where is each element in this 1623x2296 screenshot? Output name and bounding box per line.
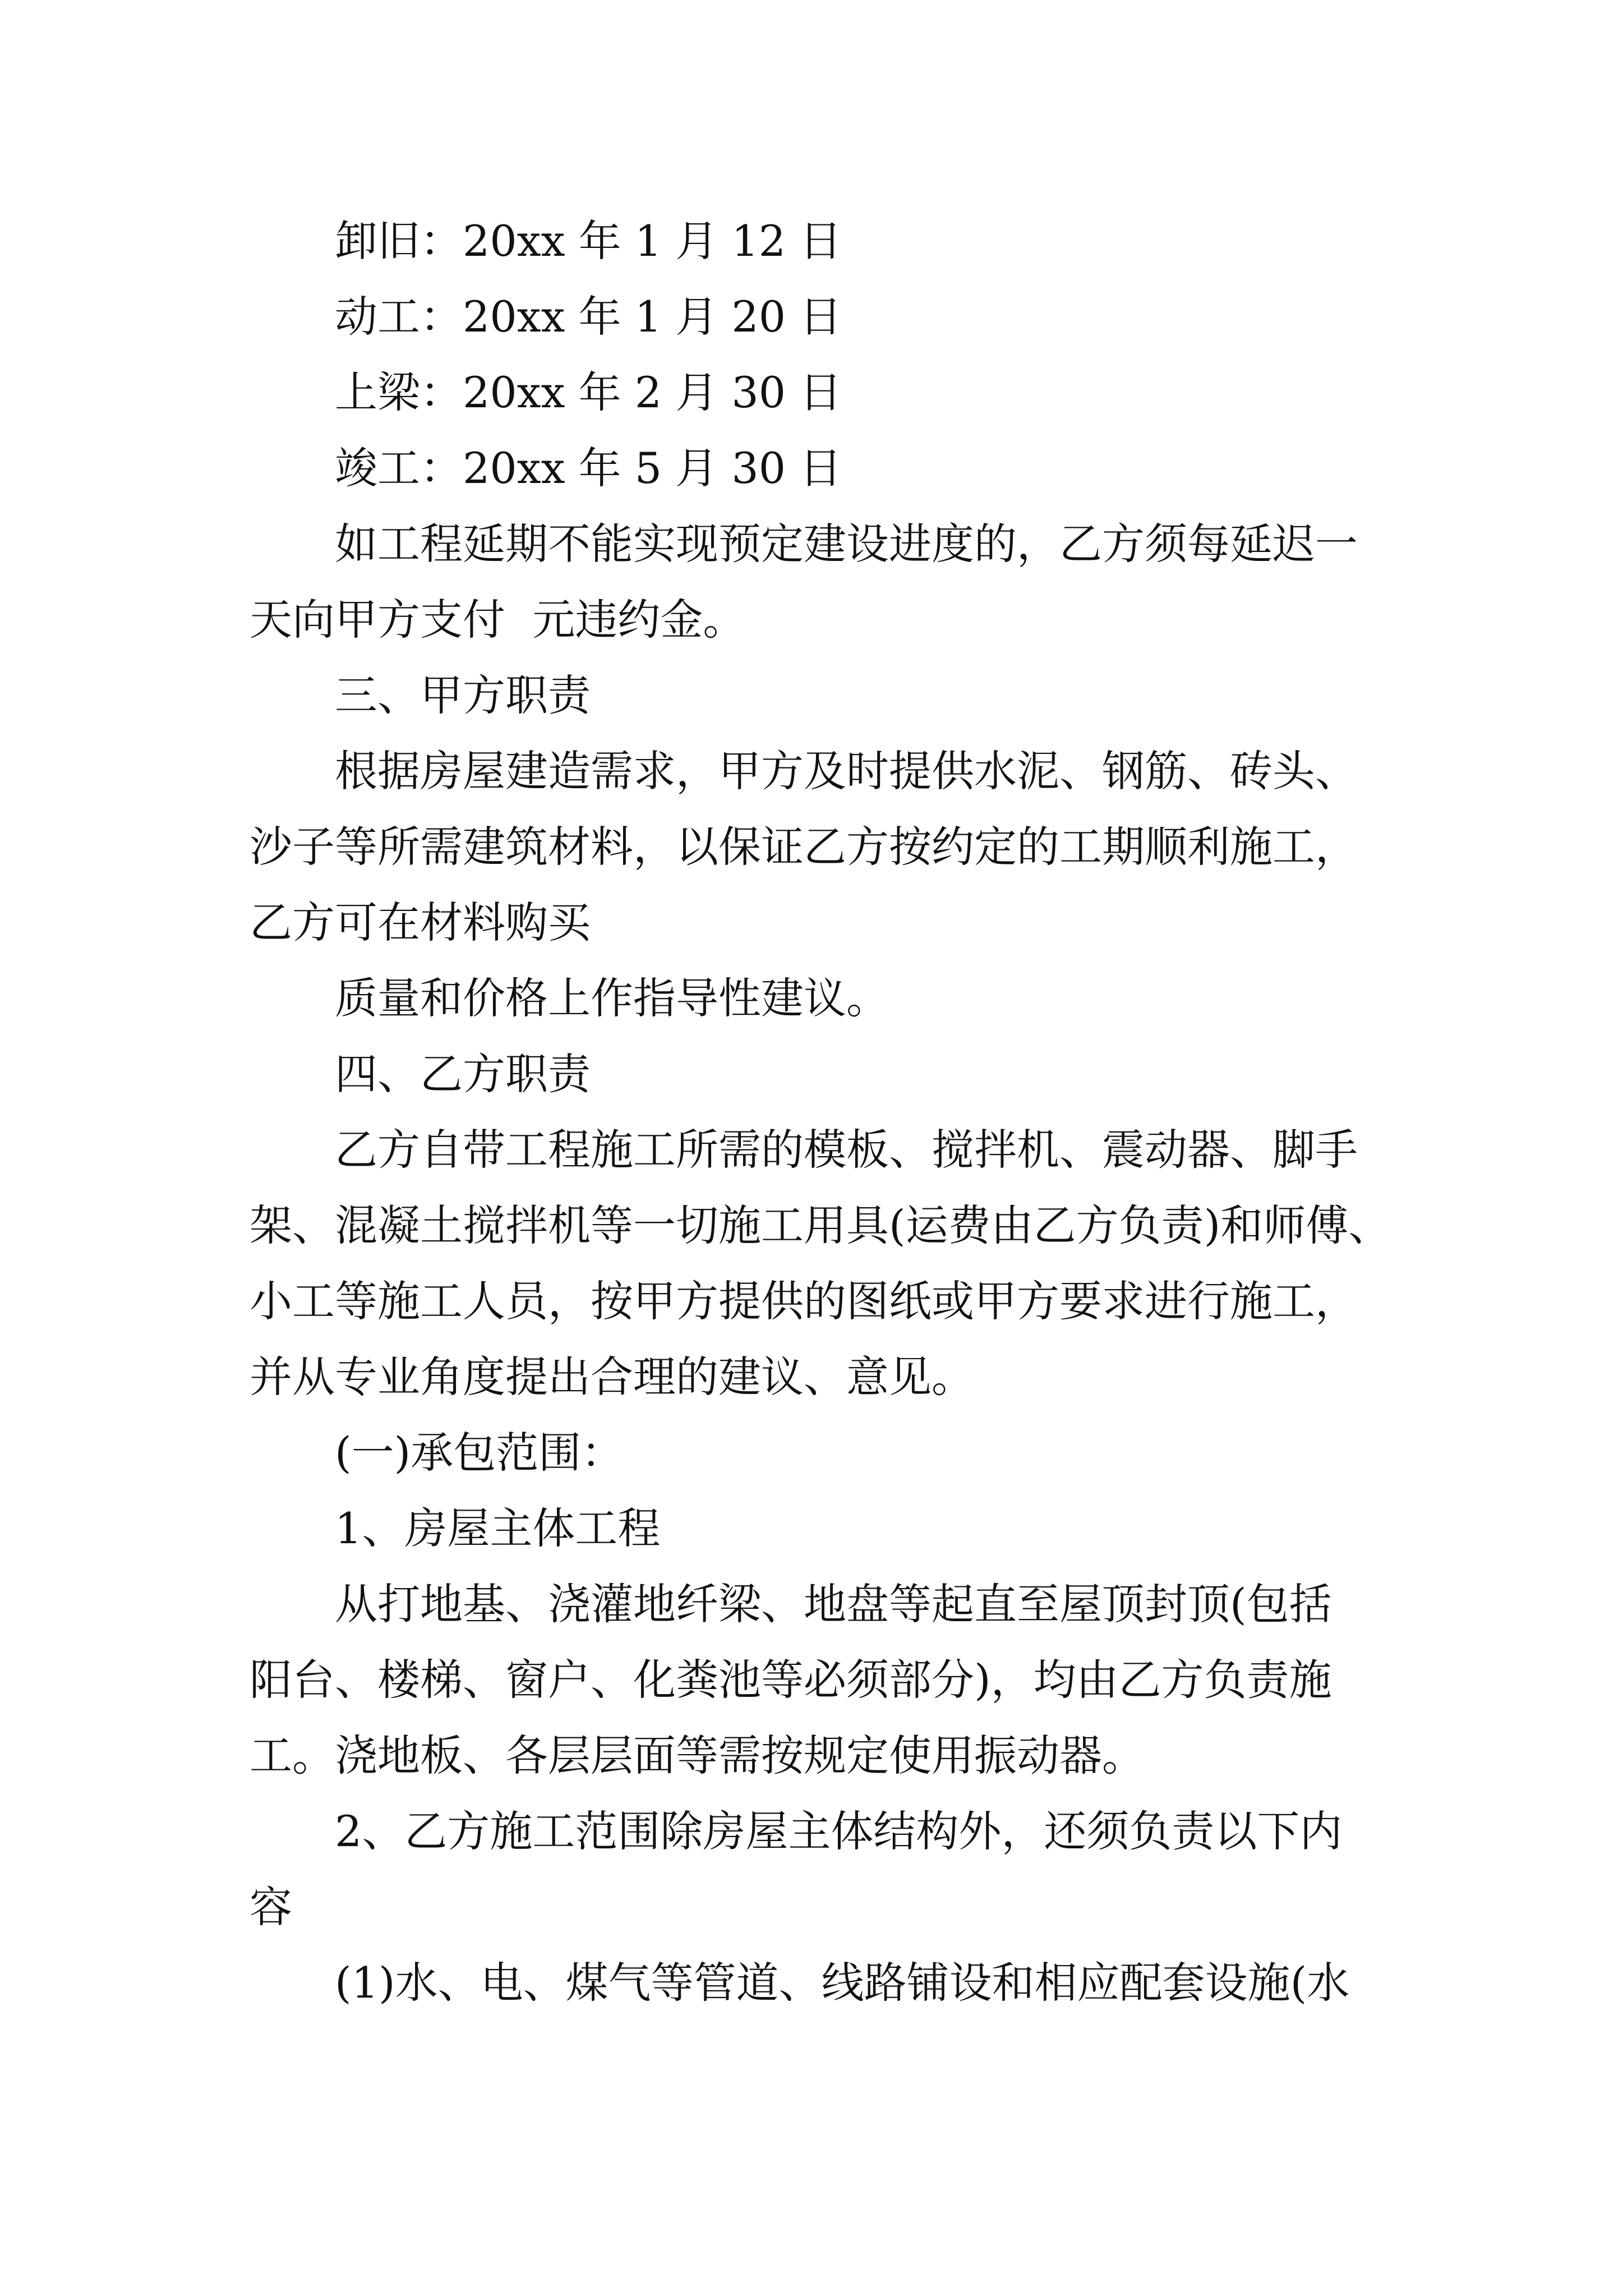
delay-clause-line-1: 如工程延期不能实现预定建设进度的，乙方须每延迟一 <box>335 519 1358 569</box>
schedule-completion: 竣工：20xx 年 5 月 30 日 <box>335 443 842 493</box>
main-works-text-line-3: 工。浇地板、各层层面等需按规定使用振动器。 <box>250 1731 1145 1780</box>
party-a-text-line-1: 根据房屋建造需求，甲方及时提供水泥、钢筋、砖头、 <box>335 746 1358 796</box>
party-b-text-line-3: 小工等施工人员，按甲方提供的图纸或甲方要求进行施工， <box>250 1276 1358 1326</box>
schedule-beam: 上梁：20xx 年 2 月 30 日 <box>335 367 842 417</box>
item-heading-main-works: 1、房屋主体工程 <box>335 1503 661 1553</box>
subheading-scope: (一)承包范围： <box>335 1428 624 1478</box>
schedule-start: 动工：20xx 年 1 月 20 日 <box>335 292 842 342</box>
subitem-1-text-line-1: (1)水、电、煤气等管道、线路铺设和相应配套设施(水 <box>335 1958 1350 2008</box>
delay-clause-line-2: 天向甲方支付 元违约金。 <box>250 595 746 645</box>
party-b-text-line-2: 架、混凝土搅拌机等一切施工用具(运费由乙方负责)和师傅、 <box>250 1200 1391 1250</box>
section-heading-party-b: 四、乙方职责 <box>335 1049 591 1099</box>
party-b-text-line-1: 乙方自带工程施工所需的模板、搅拌机、震动器、脚手 <box>335 1125 1358 1175</box>
party-a-text-line-2: 沙子等所需建筑材料，以保证乙方按约定的工期顺利施工， <box>250 822 1358 872</box>
party-a-text-line-4: 质量和价格上作指导性建议。 <box>335 973 889 1023</box>
section-heading-party-a: 三、甲方职责 <box>335 670 591 720</box>
main-works-text-line-1: 从打地基、浇灌地纤梁、地盘等起直至屋顶封顶(包括 <box>335 1579 1332 1629</box>
party-a-text-line-3: 乙方可在材料购买 <box>250 898 591 947</box>
main-works-text-line-2: 阳台、楼梯、窗户、化粪池等必须部分)，均由乙方负责施 <box>250 1655 1332 1705</box>
item-2-text-line-2: 容 <box>250 1882 292 1932</box>
schedule-demolition: 卸旧：20xx 年 1 月 12 日 <box>335 216 842 266</box>
party-b-text-line-4: 并从专业角度提出合理的建议、意见。 <box>250 1352 974 1402</box>
item-2-text-line-1: 2、乙方施工范围除房屋主体结构外，还须负责以下内 <box>335 1806 1343 1856</box>
